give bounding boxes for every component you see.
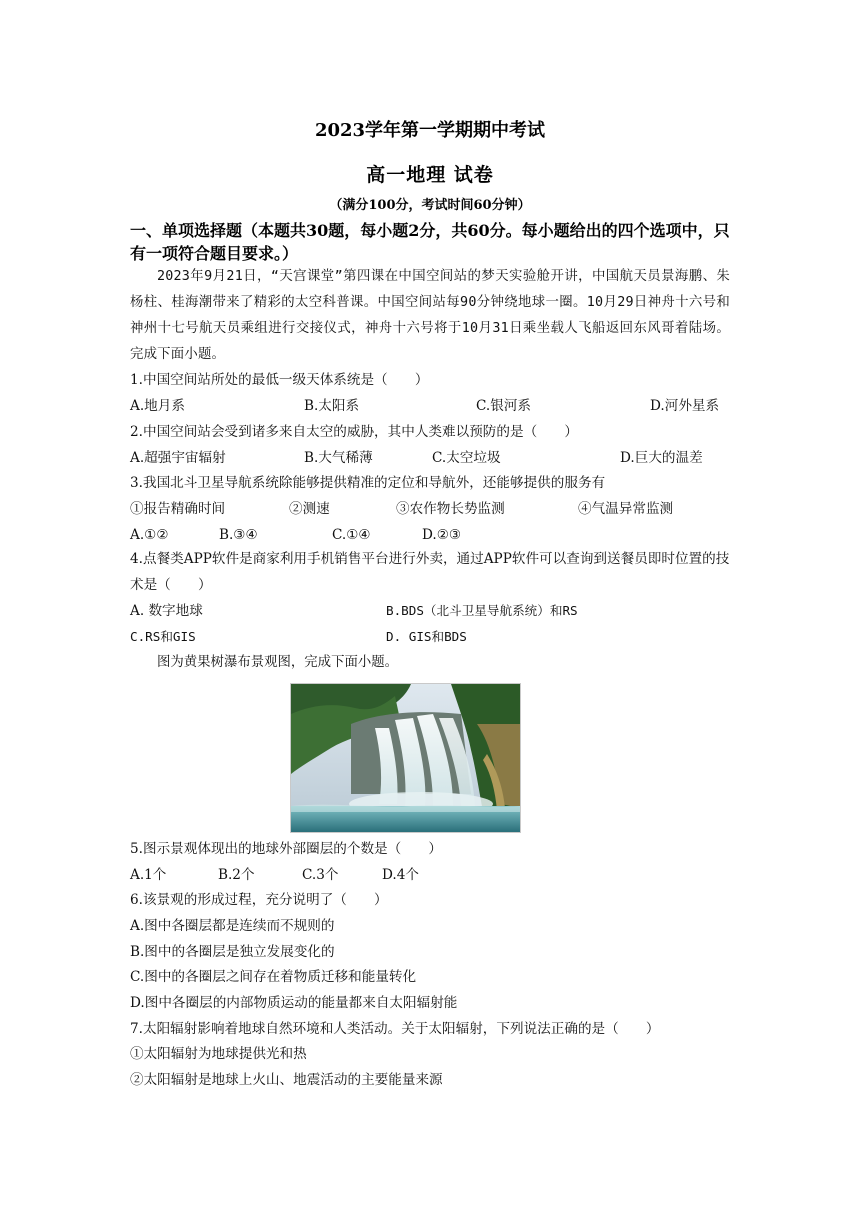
question-7-stem: 7.太阳辐射影响着地球自然环境和人类活动。关于太阳辐射，下列说法正确的是（ ） bbox=[130, 1021, 660, 1037]
option-a: A.图中各圈层都是连续而不规则的 bbox=[130, 918, 335, 934]
option-c: C.①④ bbox=[332, 527, 371, 543]
option-c: C.RS和GIS bbox=[130, 629, 196, 644]
question-4-options-row2 bbox=[130, 626, 740, 648]
question-6-stem: 6.该景观的形成过程，充分说明了（ ） bbox=[130, 892, 388, 908]
exam-title: 2023学年第一学期期中考试 bbox=[314, 120, 546, 141]
exam-score-time: （满分100分，考试时间60分钟） bbox=[329, 198, 531, 213]
option-d: D.4个 bbox=[382, 867, 419, 883]
option-d: D. GIS和BDS bbox=[386, 629, 467, 644]
statement-2: ②测速 bbox=[289, 501, 330, 517]
option-a: A.1个 bbox=[130, 867, 167, 883]
statement-3: ③农作物长势监测 bbox=[396, 501, 505, 517]
option-a: A.地月系 bbox=[130, 398, 185, 414]
passage-intro: 2023年9月21日，“天宫课堂”第四课在中国空间站的梦天实验舱开讲，中国航天员景海鹏、朱杨柱、桂海潮带来了精彩的太空科普课。中国空间站每90分钟绕地球一圈。10月29日神舟十六号和神州十七号航天员乘组进行交接仪式，神舟十六号将于10月31日乘坐载人飞船返回东风哥着陆场。完成下面小题。 bbox=[130, 269, 730, 362]
option-c: C.3个 bbox=[302, 867, 339, 883]
option-c: C.太空垃圾 bbox=[432, 450, 501, 466]
statement-1: ①报告精确时间 bbox=[130, 501, 226, 517]
option-a: A.超强宇宙辐射 bbox=[130, 450, 226, 466]
option-d: D.巨大的温差 bbox=[620, 450, 703, 466]
section-heading: 一、单项选择题（本题共30题，每小题2分，共60分。每小题给出的四个选项中，只有一项符合题目要求。） bbox=[130, 221, 730, 263]
statement-1: ①太阳辐射为地球提供光和热 bbox=[130, 1046, 307, 1062]
waterfall-landscape-photo bbox=[290, 683, 521, 833]
question-2-options bbox=[130, 447, 740, 469]
statement-2: ②太阳辐射是地球上火山、地震活动的主要能量来源 bbox=[130, 1072, 443, 1088]
option-b: B.图中的各圈层是独立发展变化的 bbox=[130, 944, 335, 960]
question-5-options bbox=[130, 864, 740, 886]
option-d: D.河外星系 bbox=[650, 398, 720, 414]
option-a: A. 数字地球 bbox=[130, 603, 203, 619]
option-b: B.2个 bbox=[218, 867, 255, 883]
question-4-stem: 4.点餐类APP软件是商家利用手机销售平台进行外卖，通过APP软件可以查询到送餐员即时位置的技术是（ ） bbox=[130, 551, 730, 593]
question-5-stem: 5.图示景观体现出的地球外部圈层的个数是（ ） bbox=[130, 841, 443, 857]
option-d: D.②③ bbox=[422, 527, 462, 543]
option-b: B.太阳系 bbox=[304, 398, 360, 414]
option-b: B.③④ bbox=[219, 527, 258, 543]
passage-intro-2: 图为黄果树瀑布景观图，完成下面小题。 bbox=[157, 655, 399, 670]
option-b: B.BDS（北斗卫星导航系统）和RS bbox=[386, 603, 578, 618]
waterfall-icon bbox=[291, 684, 520, 832]
question-3-options bbox=[130, 524, 740, 546]
question-4-options-row1 bbox=[130, 600, 740, 622]
option-b: B.大气稀薄 bbox=[304, 450, 373, 466]
option-c: C.图中的各圈层之间存在着物质迁移和能量转化 bbox=[130, 969, 417, 985]
question-1-options bbox=[130, 395, 740, 417]
option-c: C.银河系 bbox=[476, 398, 532, 414]
question-3-items bbox=[130, 498, 740, 520]
question-3-stem: 3.我国北斗卫星导航系统除能够提供精准的定位和导航外，还能够提供的服务有 bbox=[130, 475, 606, 491]
statement-4: ④气温异常监测 bbox=[578, 501, 674, 517]
option-d: D.图中各圈层的内部物质运动的能量都来自太阳辐射能 bbox=[130, 995, 458, 1011]
option-a: A.①② bbox=[130, 527, 169, 543]
question-2-stem: 2.中国空间站会受到诸多来自太空的威胁，其中人类难以预防的是（ ） bbox=[130, 424, 578, 440]
exam-subtitle: 高一地理 试卷 bbox=[366, 164, 494, 186]
question-1-stem: 1.中国空间站所处的最低一级天体系统是（ ） bbox=[130, 372, 429, 388]
